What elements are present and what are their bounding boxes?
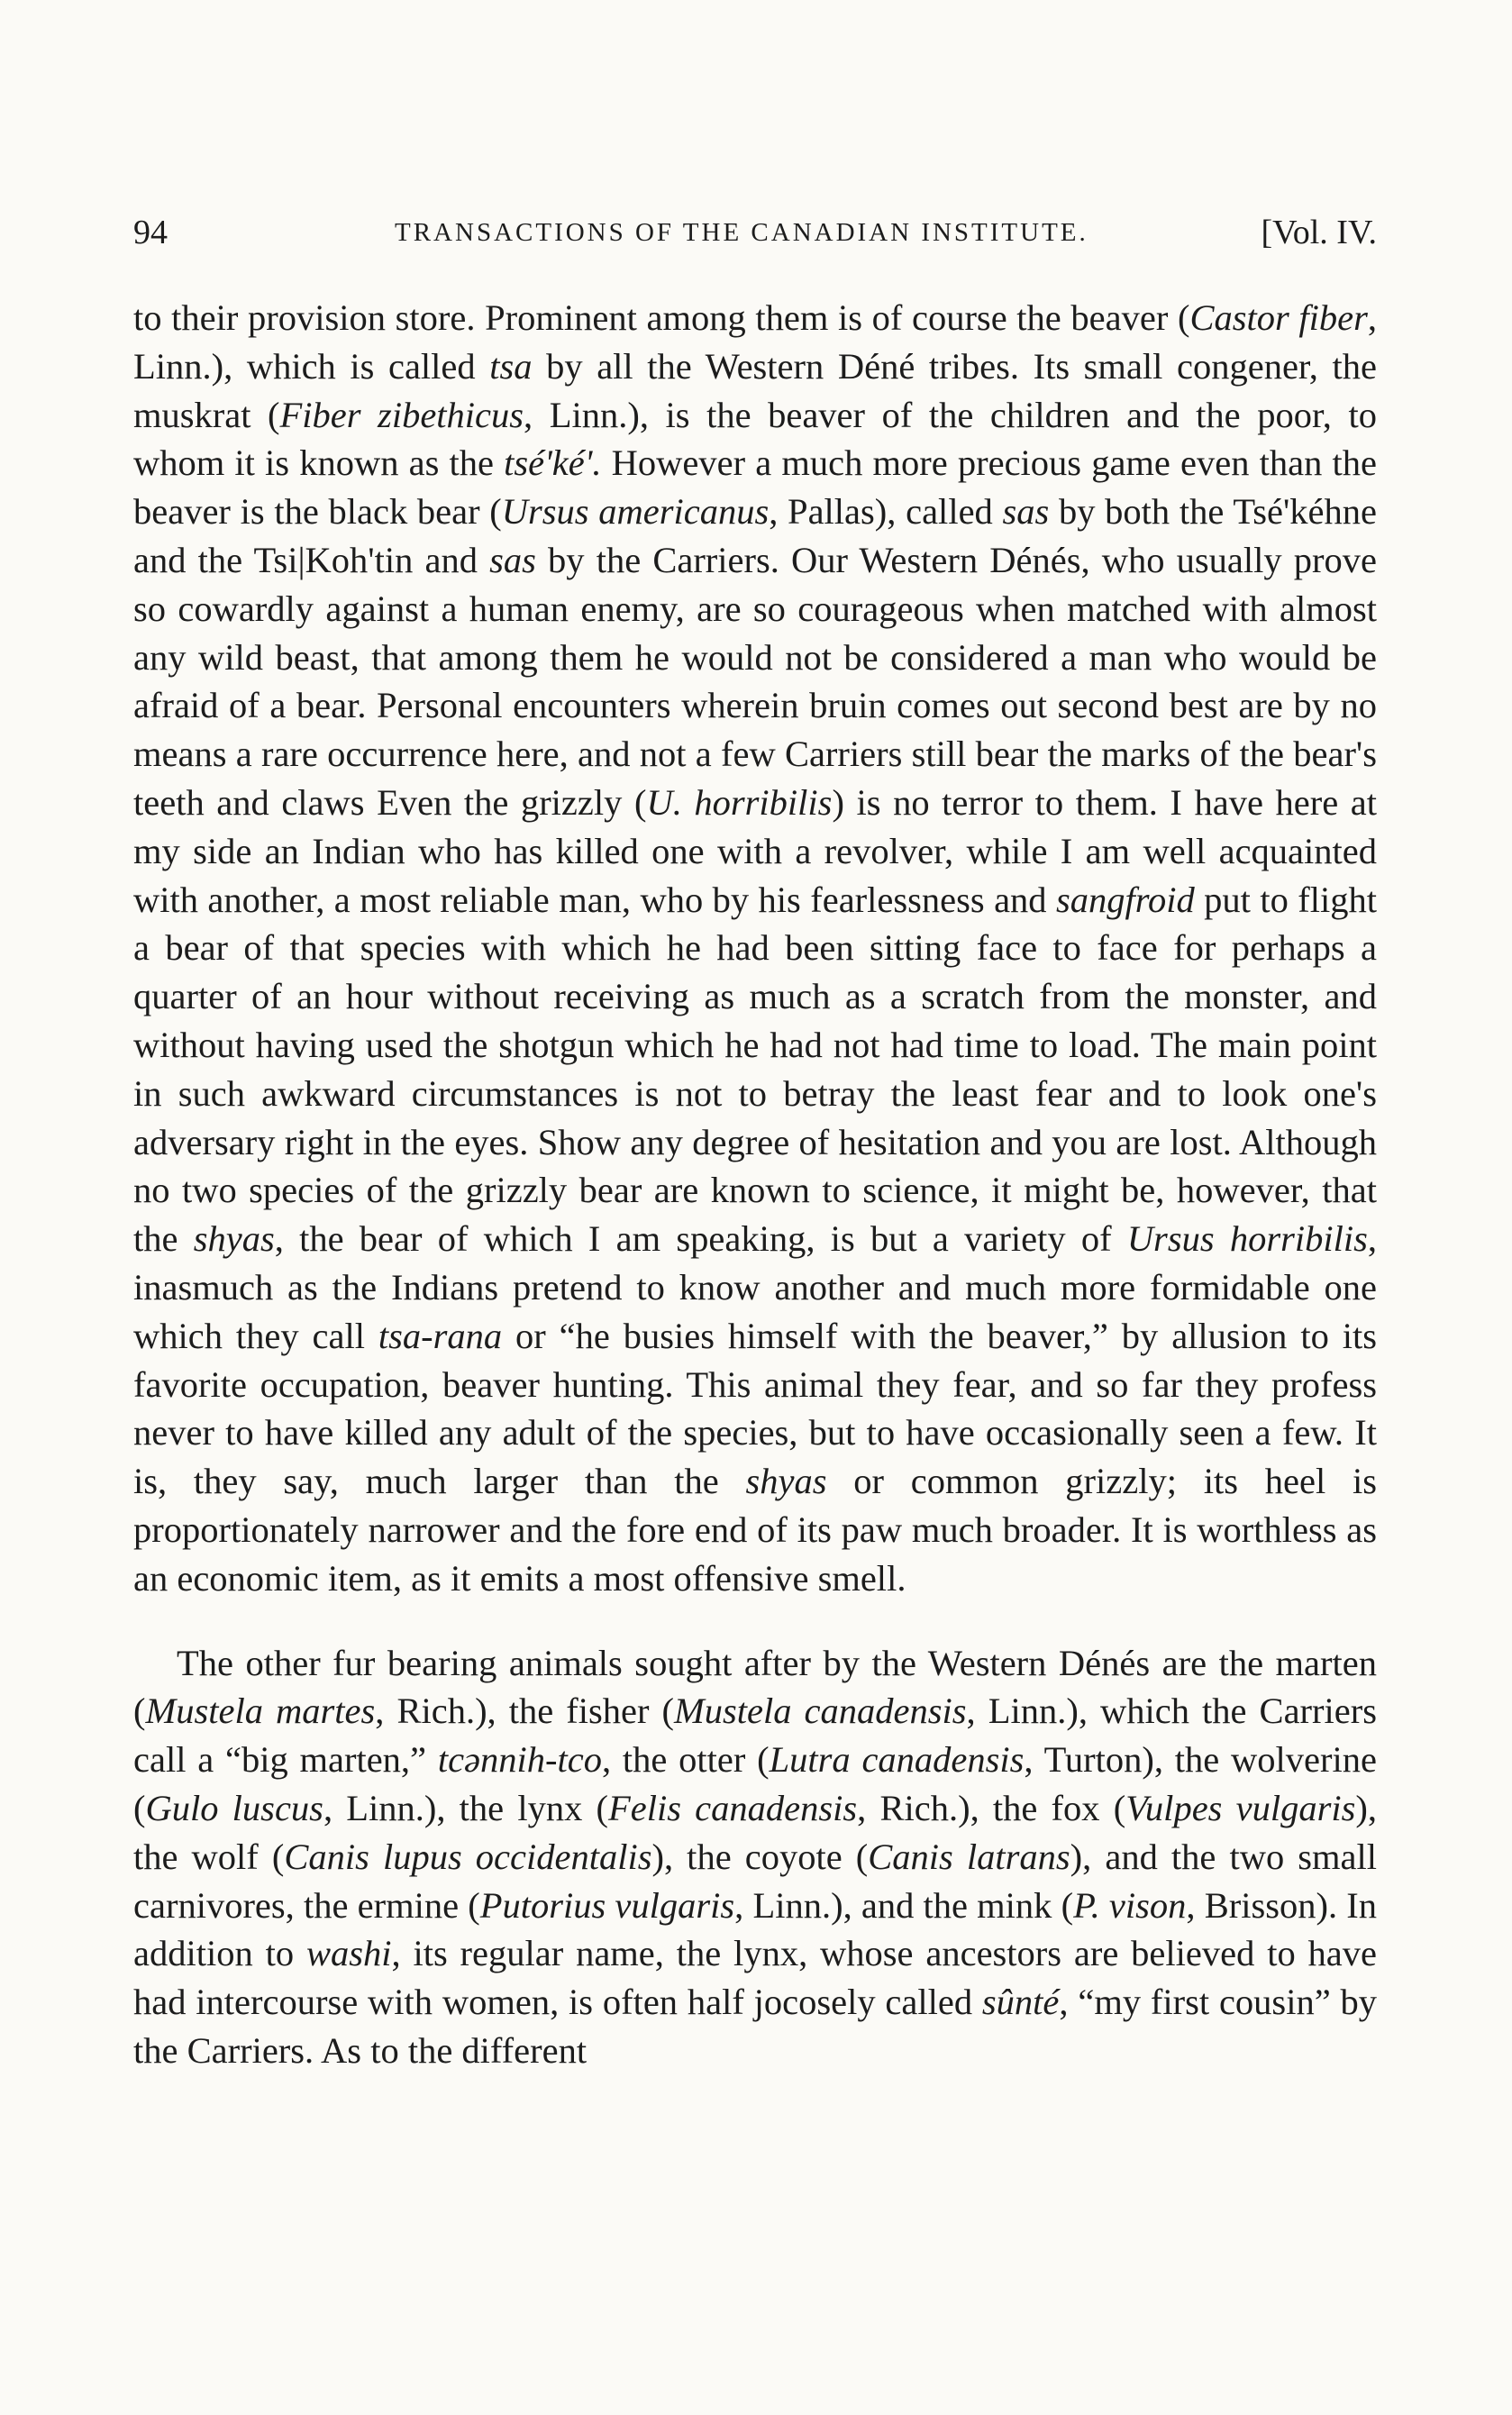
italic-text: Lutra canadensis <box>769 1739 1025 1781</box>
page-number: 94 <box>133 214 168 251</box>
italic-text: P. vison <box>1073 1884 1187 1926</box>
text-run: ), the coyote ( <box>651 1836 869 1877</box>
italic-text: Putorius vulgaris <box>479 1884 735 1926</box>
italic-text: washi <box>305 1933 392 1974</box>
text-run: or “he busies himself with the beaver,” by allusion to its favorite occupation, beaver hunting. This animal they fear, and so far they profess never to have killed any adult of the species, but to have occasionally seen a few. It is, they say, much larger than the <box>133 1315 1377 1502</box>
text-run: , Linn.), is the beaver of the children and the poor, to whom it is known as the <box>133 394 1377 484</box>
italic-text: Gulo luscus <box>145 1787 323 1828</box>
text-run: The other fur bearing animals sought after by the Western Dénés are the marten ( <box>133 1642 1377 1732</box>
text-run: , “my first cousin” by the Carriers. As to the different <box>133 1982 1377 2071</box>
text-run: , Turton), the wolverine ( <box>133 1739 1377 1828</box>
italic-text: tsa-rana <box>378 1315 503 1356</box>
text-run: ), and the two small carnivores, the ermine ( <box>133 1836 1378 1926</box>
italic-text: Fiber zibethicus <box>279 394 524 435</box>
text-run: However a much more precious game even than the beaver is the black bear ( <box>133 442 1378 533</box>
italic-text: Castor fiber <box>1189 297 1368 338</box>
italic-text: sangfroid <box>1055 879 1195 920</box>
italic-text: Mustela canadensis <box>674 1690 967 1732</box>
text-run: , its regular name, the lynx, whose ancestors are believed to have had intercourse with women, is often half jocosely called <box>133 1933 1377 2023</box>
text-run: by both the Tsé'kéhne and the Tsi|Koh'tin and <box>133 491 1377 580</box>
italic-text: Ursus horribilis <box>1126 1218 1368 1260</box>
paragraph <box>133 1639 1377 2075</box>
italic-text: Mustela martes <box>145 1690 376 1732</box>
italic-text: tcənnih-tco <box>437 1739 602 1781</box>
italic-text: Felis canadensis <box>608 1787 858 1828</box>
running-title: TRANSACTIONS OF THE CANADIAN INSTITUTE. <box>395 218 1088 247</box>
text-run: , Pallas), called <box>769 491 1003 533</box>
italic-text: Ursus americanus <box>501 491 770 533</box>
paragraph <box>133 294 1377 1603</box>
italic-text: sas <box>1002 491 1050 533</box>
running-header <box>133 213 1377 267</box>
italic-text: shyas <box>193 1218 275 1260</box>
document-page <box>133 213 1377 2075</box>
text-run: , Rich.), the fisher ( <box>375 1690 675 1732</box>
text-run: or common grizzly; its heel is proportionately narrower and the fore end of its paw much broader. It is worthless as an economic item, as it emits a most offensive smell. <box>133 1461 1377 1599</box>
text-run: to their provision store. Prominent among them is of course the beaver ( <box>133 297 1190 338</box>
text-run: , inasmuch as the Indians pretend to know another and much more formidable one which they call <box>133 1218 1377 1356</box>
text-run: , Linn.), and the mink ( <box>734 1884 1074 1926</box>
italic-text: U. horribilis <box>646 781 833 823</box>
italic-text: tsé'ké'. <box>504 442 602 484</box>
italic-text: Vulpes vulgaris <box>1125 1787 1356 1828</box>
text-run: by all the Western Déné tribes. Its small congener, the muskrat ( <box>133 345 1377 435</box>
text-run: , Linn.), which the Carriers call a “big marten,” <box>133 1690 1377 1781</box>
italic-text: Canis latrans <box>868 1836 1070 1877</box>
text-run: , the otter ( <box>601 1739 770 1781</box>
body-text <box>133 294 1377 2075</box>
italic-text: tsa <box>489 345 533 387</box>
italic-text: Canis lupus occidentalis <box>284 1836 652 1877</box>
volume-label: [Vol. IV. <box>1261 214 1377 251</box>
text-run: , the bear of which I am speaking, is but a variety of <box>274 1218 1127 1260</box>
text-run: , Linn.), the lynx ( <box>323 1787 608 1828</box>
text-run: by the Carriers. Our Western Dénés, who usually prove so cowardly against a human enemy, are so courageous when matched with almost any wild beast, that among them he would not be considered a man who would be afraid of a bear. Personal encounters wherein bruin comes out second best are by no means a rare occurrence here, and not a few Carriers still bear the marks of the bear's teeth and claws Even the grizzly ( <box>133 539 1377 823</box>
italic-text: sûnté <box>981 1982 1060 2023</box>
italic-text: sas <box>489 539 536 580</box>
text-run: ) is no terror to them. I have here at my side an Indian who has killed one with a revolver, while I am well acquainted with another, a most reliable man, who by his fearlessness and <box>133 781 1377 920</box>
text-run: , Rich.), the fox ( <box>857 1787 1126 1828</box>
text-run: ), the wolf ( <box>133 1787 1377 1877</box>
text-run: , Linn.), which is called <box>133 297 1378 387</box>
text-run: put to flight a bear of that species with which he had been sitting face to face for perhaps a quarter of an hour without receiving as much as a scratch from the monster, and without having used the shotgun which he had not had time to load. The main point in such awkward circumstances is not to betray the least fear and to look one's adversary right in the eyes. Show any degree of hesitation and you are lost. Although no two species of the grizzly bear are known to science, it might be, however, that the <box>133 879 1378 1260</box>
italic-text: shyas <box>745 1461 827 1502</box>
text-run: , Brisson). In addition to <box>133 1884 1377 1974</box>
